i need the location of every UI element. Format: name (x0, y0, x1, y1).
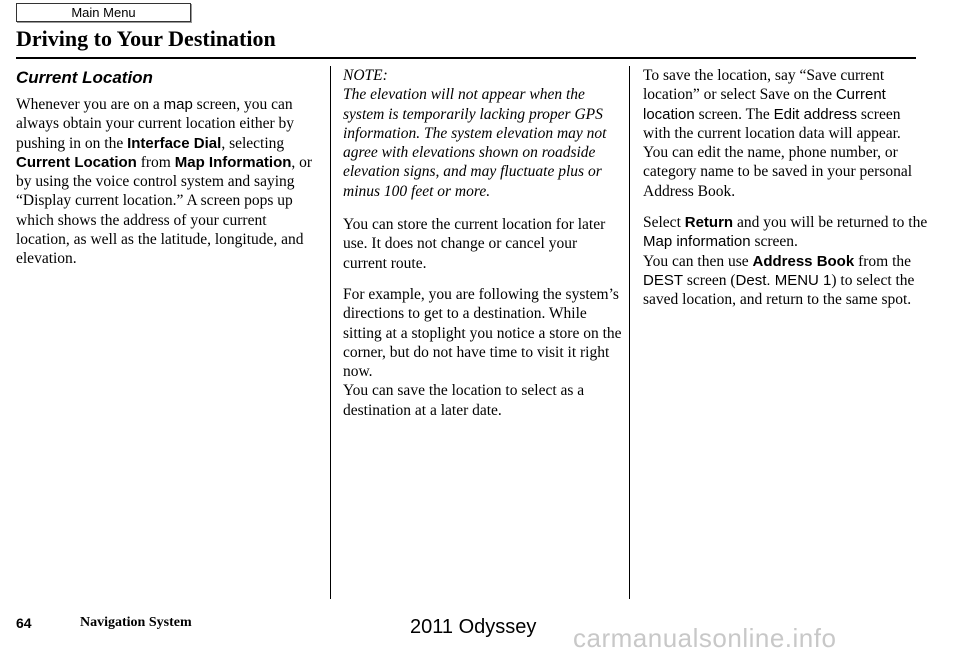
ui-term-dest: DEST (643, 271, 684, 289)
text-run: Select (643, 214, 685, 232)
ui-term-current-location: Current location (643, 86, 886, 123)
title-divider (16, 57, 916, 59)
text-run: To save the location, say “Save current location” or select Save on the (643, 67, 885, 104)
ui-term-map: map (163, 96, 193, 113)
page-title: Driving to Your Destination (16, 26, 276, 51)
text-run: from (136, 153, 175, 171)
text-run: You can then use (643, 252, 753, 270)
column-middle (343, 66, 623, 432)
paragraph-address-book (643, 252, 928, 310)
footer-section-name: Navigation System (80, 615, 192, 630)
paragraph-save-location (643, 66, 928, 201)
column-divider-1 (330, 66, 331, 599)
watermark: carmanualsonline.info (573, 623, 837, 653)
text-run: screen with the current location data will appear. You can edit the name, phone number, or category name to be saved in your personal Address Book. (643, 105, 913, 200)
ui-term-current-location: Current Location (16, 153, 137, 171)
text-run: screen ( (683, 271, 736, 289)
text-run: from the (854, 252, 912, 270)
ui-term-edit-address: Edit address (773, 105, 857, 123)
text-run: , or by using the voice control system and saying “Display current location.” A screen pops up which shows the address of your current location, as well as the latitude, longitude, and elevation. (16, 153, 313, 268)
column-left (16, 66, 316, 281)
ui-term-address-book: Address Book (752, 252, 855, 270)
text-run: ) to select the saved location, and return to the same spot. (643, 271, 915, 309)
page-number: 64 (16, 615, 32, 631)
main-menu-button[interactable]: Main Menu (16, 3, 191, 22)
text-run: screen, you can always obtain your current location either by pushing in on the (16, 96, 295, 152)
paragraph-save-later: You can save the location to select as a destination at a later date. (343, 382, 585, 419)
ui-term-map-information: Map information (643, 233, 751, 251)
paragraph-current-location-intro (16, 95, 316, 269)
section-heading-current-location: Current Location (16, 68, 153, 87)
column-divider-2 (629, 66, 630, 599)
note-text: The elevation will not appear when the system is temporarily lacking proper GPS information. The system elevation may not agree with elevations shown on roadside elevation signs, and may fluctuate plus or minus 100 feet or more. (343, 86, 607, 200)
ui-term-dest-menu: Dest. MENU 1 (735, 271, 832, 289)
text-run: and you will be returned to the (733, 214, 928, 232)
text-run: , selecting (221, 134, 285, 152)
note-block (343, 66, 623, 201)
ui-term-map-information: Map Information (174, 153, 292, 171)
paragraph-store-location: You can store the current location for later use. It does not change or cancel your current route. (343, 216, 606, 272)
text-run: screen. The (694, 105, 774, 123)
column-right (643, 66, 928, 322)
ui-term-interface-dial: Interface Dial (127, 134, 222, 152)
ui-term-return: Return (684, 214, 734, 232)
paragraph-return (643, 213, 928, 252)
note-label: NOTE: (343, 67, 388, 84)
paragraph-example: For example, you are following the system’s directions to get to a destination. While sitting at a stoplight you notice a store on the corner, but do not have time to visit it right now. (343, 285, 622, 381)
footer-model-year: 2011 Odyssey (410, 616, 537, 638)
text-run: Whenever you are on a (16, 96, 164, 113)
text-run: screen. (750, 233, 798, 251)
